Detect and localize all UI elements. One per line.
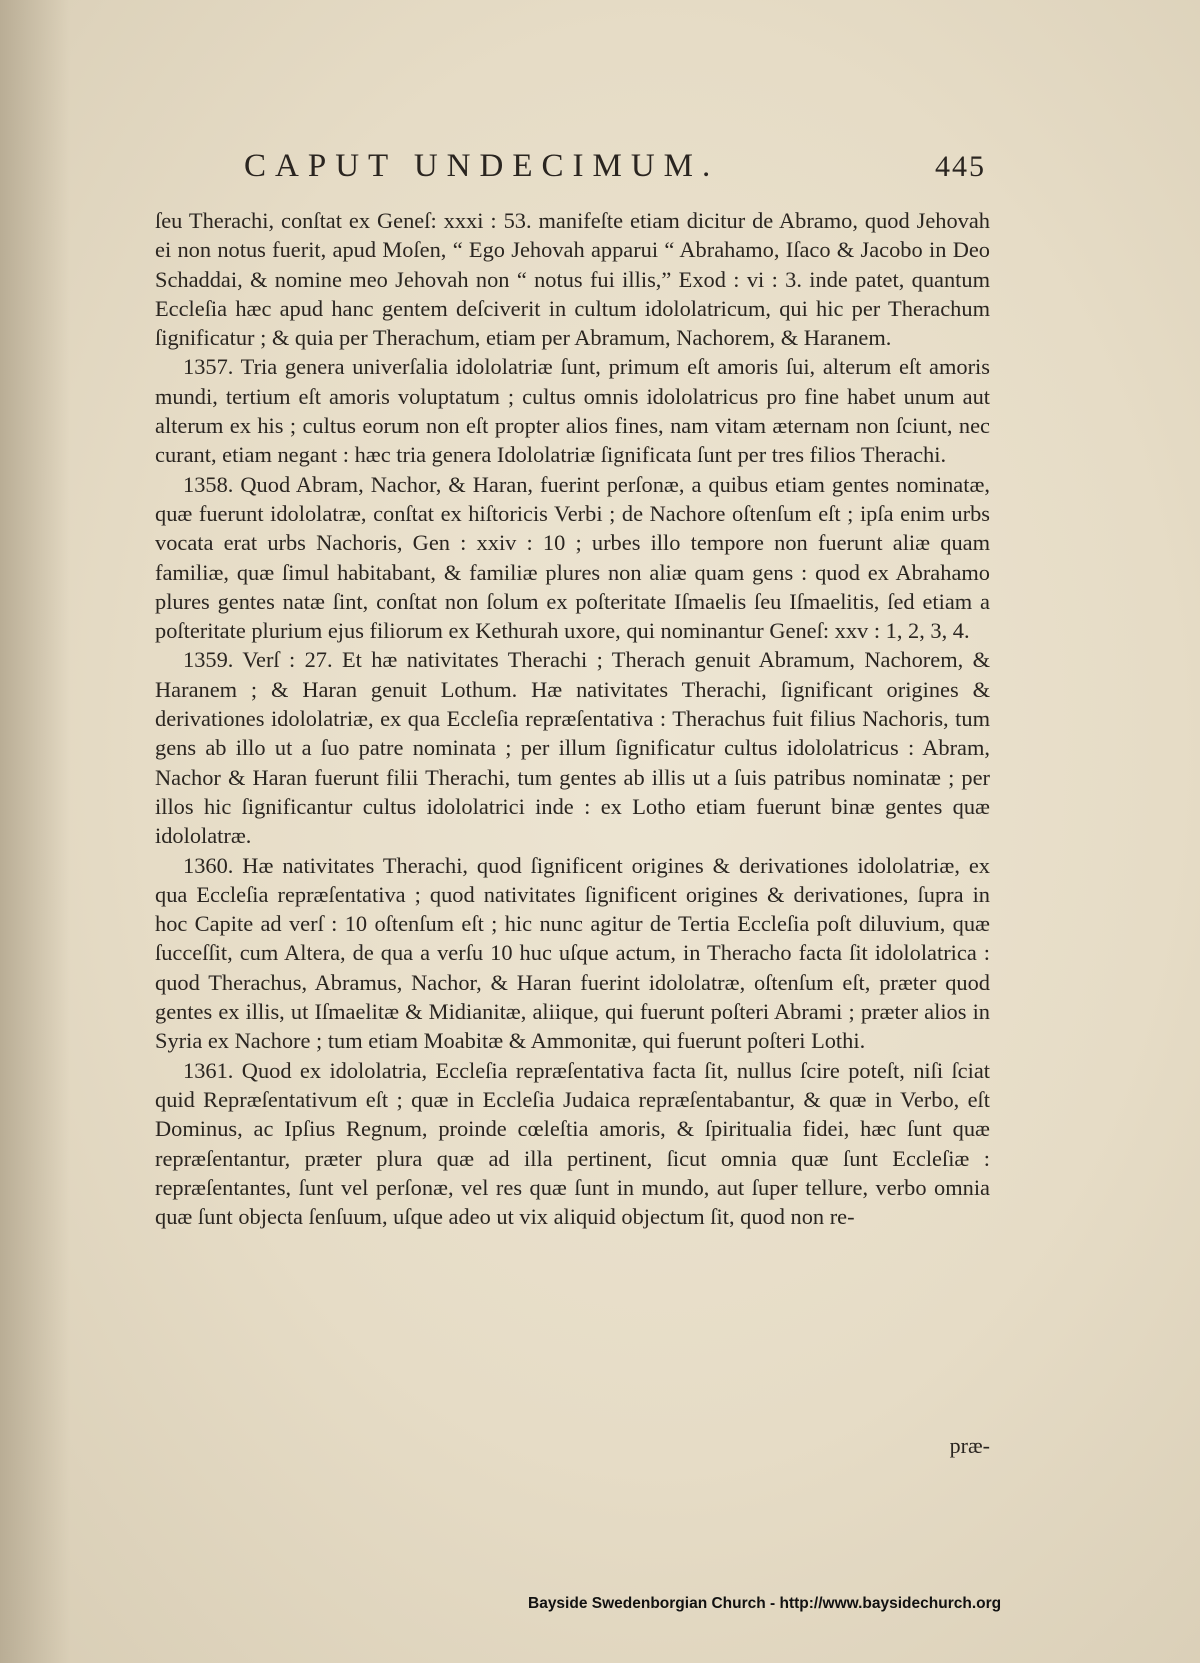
catchword: præ- <box>949 1433 990 1458</box>
paragraph-1360: 1360. Hæ nativitates Therachi, quod ſignificent origines & derivationes idololatriæ, ex qua Eccleſia repræſentativa ; quod nativitates ſignificent origines & derivationes, ſupra in hoc Capite ad verſ : 10 oſtenſum eſt ; hic nunc agitur de Tertia Eccleſia poſt diluvium, quæ ſucceſſit, cum Altera, de qua a verſu 10 huc uſque actum, in Theracho facta ſit idololatrica : quod Therachus, Abramus, Nachor, & Haran fuerint idololatræ, oſtenſum eſt, præter quod gentes ex illis, ut Iſmaelitæ & Midianitæ, aliique, qui fuerunt poſteri Abrami ; præter alios in Syria ex Nachore ; tum etiam Moabitæ & Ammonitæ, qui fuerunt poſteri Lothi. <box>155 852 990 1054</box>
page-number: 445 <box>935 150 986 183</box>
paragraph-1359: 1359. Verſ : 27. Et hæ nativitates Therachi ; Therach genuit Abramum, Nachorem, & Haranem ; & Haran genuit Lothum. Hæ nativitates Therachi, ſignificant origines & derivationes idololatriæ, ex qua Eccleſia repræſentativa : Therachus fuit filius Nachoris, tum gens ab illo ut a ſuo patre nominata ; per illum ſignificatur cultus idololatricus : Abram, Nachor & Haran fuerunt filii Therachi, tum gentes ab illis ut a ſuis patribus nominatæ ; per illos hic ſignificantur cultus idololatrici inde : ex Lotho etiam fuerunt binæ gentes quæ idololatræ. <box>155 647 990 849</box>
footer-credit: Bayside Swedenborgian Church - http://www.baysidechurch.org <box>528 1595 1002 1612</box>
body-text <box>155 206 990 1231</box>
paragraph-1358: 1358. Quod Abram, Nachor, & Haran, fuerint perſonæ, a quibus etiam gentes nominatæ, quæ fuerunt idololatræ, conſtat ex hiſtoricis Verbi ; de Nachore oſtenſum eſt ; ipſa enim urbs vocata erat urbs Nachoris, Gen : xxiv : 10 ; urbes illo tempore non fuerunt aliæ quam familiæ, quæ ſimul habitabant, & familiæ plures non aliæ quam gens : quod ex Abrahamo plures gentes natæ ſint, conſtat non ſolum ex poſteritate Iſmaelis ſeu Iſmaelitis, ſed etiam a poſteritate plurium ejus filiorum ex Kethurah uxore, qui nominantur Geneſ: xxv : 1, 2, 3, 4. <box>155 471 990 644</box>
running-title: CAPUT UNDECIMUM. <box>244 148 720 184</box>
paragraph-1357: 1357. Tria genera univerſalia idololatriæ ſunt, primum eſt amoris ſui, alterum eſt amoris mundi, tertium eſt amoris voluptatum ; cultus omnis idololatricus pro fine habet unum aut alterum ex his ; cultus eorum non eſt propter alios fines, nam vitam æternam non ſciunt, nec curant, etiam negant : hæc tria genera Idololatriæ ſignificata ſunt per tres filios Therachi. <box>155 354 990 468</box>
page-header <box>244 148 986 185</box>
paragraph-1361: 1361. Quod ex idololatria, Eccleſia repræſentativa facta ſit, nullus ſcire poteſt, niſi ſciat quid Repræſentativum eſt ; quæ in Eccleſia Judaica repræſentabantur, & quæ in Verbo, eſt Dominus, ac Ipſius Regnum, proinde cœleſtia amoris, & ſpiritualia fidei, hæc ſunt quæ repræſentantur, præter plura quæ ad illa pertinent, ſicut omnia quæ ſunt Eccleſiæ : repræſentantes, ſunt vel perſonæ, vel res quæ ſunt in mundo, aut ſuper tellure, verbo omnia quæ ſunt objecta ſenſuum, uſque adeo ut vix aliquid objectum ſit, quod non re- <box>155 1057 990 1230</box>
paragraph-continuation: ſeu Therachi, conſtat ex Geneſ: xxxi : 53. manifeſte etiam dicitur de Abramo, quod Jehovah ei non notus fuerit, apud Moſen, “ Ego Jehovah apparui “ Abrahamo, Iſaco & Jacobo in Deo Schaddai, & nomine meo Jehovah non “ notus fui illis,” Exod : vi : 3. inde patet, quantum Eccleſia hæc apud hanc gentem deſciverit in cultum idololatricum, qui hic per Therachum ſignificatur ; & quia per Therachum, etiam per Abramum, Nachorem, & Haranem. <box>155 208 990 351</box>
